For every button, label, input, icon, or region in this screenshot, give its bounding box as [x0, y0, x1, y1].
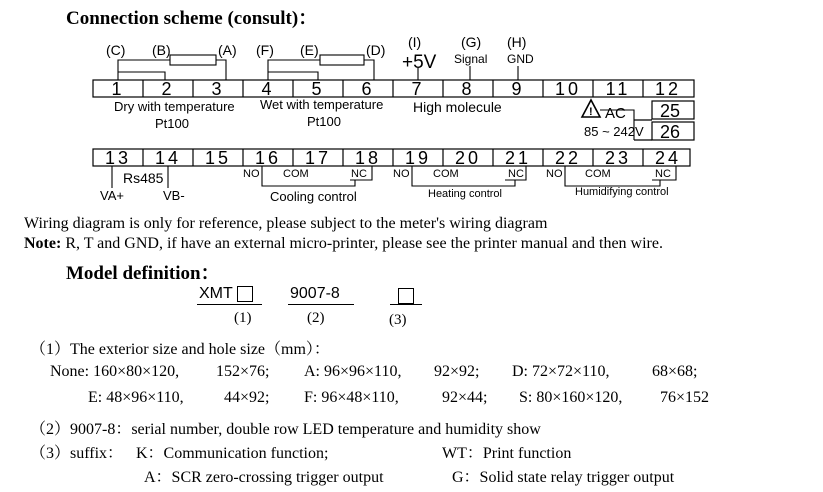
gnd-label: GND: [507, 52, 534, 66]
wiring-note: Wiring diagram is only for reference, please subject to the meter's wiring diagram: [24, 215, 548, 232]
cooling-control-label: Cooling control: [270, 189, 357, 204]
terminal-13: 13: [104, 148, 132, 168]
warning-icon: [582, 100, 600, 118]
va-label: VA+: [100, 188, 124, 203]
rs485-label: Rs485: [123, 170, 164, 186]
terminal-3: 3: [211, 79, 225, 99]
terminal-6: 6: [361, 79, 375, 99]
label-g: (G): [461, 34, 482, 50]
humidifying-control-label: Humidifying control: [575, 186, 669, 198]
svg-text:NC: NC: [508, 168, 524, 180]
ac-range-label: 85 ~ 242V: [584, 124, 644, 139]
terminal-1: 1: [111, 79, 125, 99]
terminal-10: 10: [554, 79, 582, 99]
connection-heading: Connection scheme (consult)：: [66, 8, 318, 29]
label-c: (C): [106, 42, 126, 58]
terminal-22: 22: [554, 148, 582, 168]
label-i: (I): [408, 34, 422, 50]
terminal-strip-top: [93, 80, 694, 97]
terminal-19: 19: [404, 148, 432, 168]
suffix-wt: WT：Print function: [442, 445, 572, 462]
terminal-numbers-top: [111, 79, 681, 99]
note-text: R, T and GND, if have an external micro-printer, please see the printer manual and then wire.: [61, 235, 663, 252]
model-serial: 9007-8: [290, 285, 340, 302]
terminal-15: 15: [204, 148, 232, 168]
svg-text:NO: NO: [243, 168, 260, 180]
section3-label: （3）suffix：: [30, 445, 124, 462]
note-line: [24, 235, 663, 253]
high-molecule-label: High molecule: [413, 99, 502, 115]
wiring-diagram: [0, 0, 823, 210]
model-prefix: XMT: [199, 285, 253, 303]
terminal-9: 9: [511, 79, 525, 99]
suffix-box-1: [237, 286, 253, 302]
model-heading: Model definition：: [66, 263, 220, 284]
suffix-a: A：SCR zero-crossing trigger output: [144, 469, 384, 486]
terminal-2: 2: [161, 79, 175, 99]
terminal-26: 26: [660, 122, 681, 142]
terminal-4: 4: [261, 79, 275, 99]
svg-text:COM: COM: [585, 168, 611, 180]
terminal-24: 24: [654, 148, 682, 168]
svg-text:COM: COM: [433, 168, 459, 180]
dry-temp-label: Dry with temperature: [114, 99, 235, 114]
label-h: (H): [507, 34, 527, 50]
terminal-14: 14: [154, 148, 182, 168]
label-e: (E): [300, 42, 319, 58]
terminal-18: 18: [354, 148, 382, 168]
heating-control-label: Heating control: [428, 188, 502, 200]
plus5v-label: +5V: [402, 52, 437, 73]
pt100-label-2: Pt100: [307, 114, 341, 129]
label-b: (B): [152, 42, 171, 58]
vb-label: VB-: [163, 188, 185, 203]
relay-wires: [262, 166, 676, 186]
terminal-7: 7: [411, 79, 425, 99]
label-a: (A): [218, 42, 237, 58]
model-index-1: (1): [234, 310, 252, 326]
svg-text:NO: NO: [546, 168, 563, 180]
terminal-8: 8: [461, 79, 475, 99]
model-index-2: (2): [307, 310, 325, 326]
signal-label: Signal: [454, 52, 488, 66]
terminal-17: 17: [304, 148, 332, 168]
ac-label: AC: [605, 105, 626, 122]
svg-text:NO: NO: [393, 168, 410, 180]
terminal-16: 16: [254, 148, 282, 168]
svg-text:NC: NC: [655, 168, 671, 180]
terminal-25: 25: [660, 101, 681, 121]
suffix-g: G：Solid state relay trigger output: [452, 469, 675, 486]
terminal-5: 5: [311, 79, 325, 99]
terminal-strip-bottom: [93, 149, 690, 166]
terminal-23: 23: [604, 148, 632, 168]
svg-text:!: !: [589, 106, 593, 118]
suffix-box-3: [398, 287, 414, 305]
section2-text: （2）9007-8：serial number, double row LED temperature and humidity show: [30, 421, 541, 438]
note-label: Note:: [24, 235, 62, 252]
pt100-label-1: Pt100: [155, 116, 189, 131]
label-d: (D): [366, 42, 386, 58]
wet-temp-label: Wet with temperature: [260, 97, 384, 112]
terminal-11: 11: [605, 79, 631, 99]
svg-text:COM: COM: [283, 168, 309, 180]
suffix-k: K：Communication function;: [136, 445, 329, 462]
terminal-21: 21: [504, 148, 532, 168]
svg-text:NC: NC: [351, 168, 367, 180]
section1-title: （1）The exterior size and hole size（mm）：: [30, 341, 330, 358]
terminal-20: 20: [454, 148, 482, 168]
label-f: (F): [256, 42, 274, 58]
model-index-3: (3): [389, 312, 407, 328]
terminal-12: 12: [654, 79, 682, 99]
